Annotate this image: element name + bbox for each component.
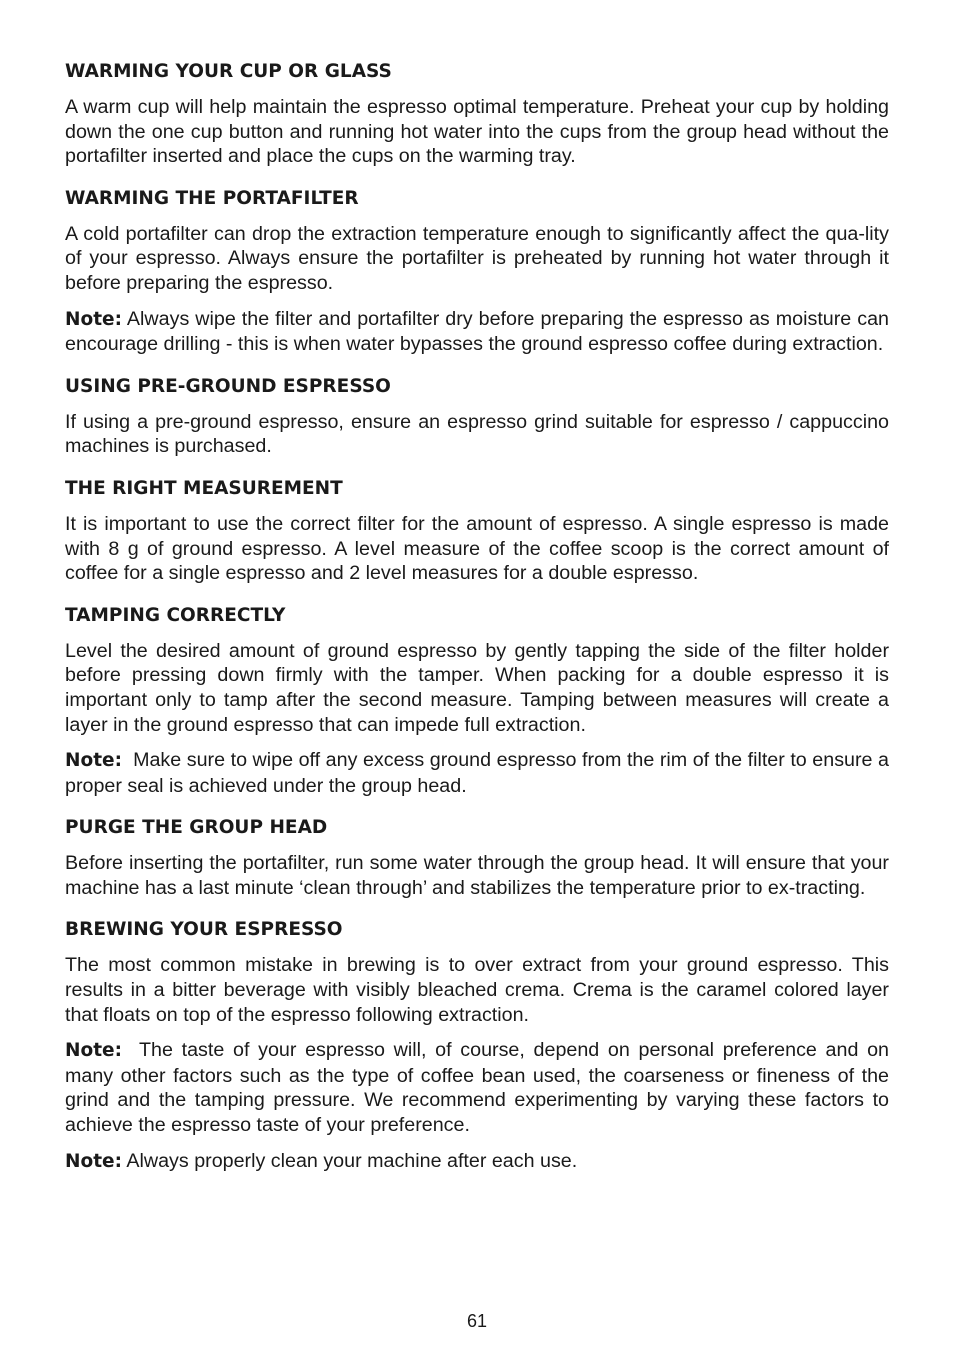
section-heading: WARMING THE PORTAFILTER xyxy=(65,187,359,209)
section-warming-cup xyxy=(65,60,889,169)
page-number: 61 xyxy=(466,1311,488,1331)
section-heading: TAMPING CORRECTLY xyxy=(65,604,286,626)
paragraph-text: A cold portafilter can drop the extraction temperature enough to significantly affect the qua-lity of your espresso. Always ensure the portafilter is preheated by running hot water through it before preparing the espresso. xyxy=(65,222,889,294)
section-warming-portafilter xyxy=(65,187,889,357)
paragraph-text: If using a pre-ground espresso, ensure an espresso grind suitable for espresso / cappuccino machines is purchased. xyxy=(65,410,889,458)
note-paragraph xyxy=(65,1149,889,1175)
note-paragraph xyxy=(65,307,889,357)
section-purge-group-head xyxy=(65,816,889,900)
section-pre-ground-espresso xyxy=(65,375,889,459)
section-paragraph xyxy=(65,953,889,1027)
section-heading: PURGE THE GROUP HEAD xyxy=(65,817,328,839)
section-tamping xyxy=(65,604,889,799)
note-paragraph xyxy=(65,748,889,798)
section-heading: WARMING YOUR CUP OR GLASS xyxy=(65,61,392,82)
note-label: Note: xyxy=(65,750,122,772)
note-text: Always properly clean your machine after each use. xyxy=(126,1149,578,1172)
note-paragraph xyxy=(65,1038,889,1137)
section-paragraph xyxy=(65,512,889,586)
paragraph-text: Before inserting the portafilter, run some water through the group head. It will ensure that your machine has a last minute ‘clean through’ and stabilizes the temperature prior to ex-tracting. xyxy=(65,852,889,899)
paragraph-text: The most common mistake in brewing is to over extract from your ground espresso. This results in a bitter beverage with visibly bleached crema. Crema is the caramel colored layer that floats on top of the espresso following extraction. xyxy=(65,954,889,1026)
section-paragraph xyxy=(65,222,889,296)
section-paragraph xyxy=(65,851,889,900)
section-heading: USING PRE-GROUND ESPRESSO xyxy=(65,375,391,397)
manual-page-content xyxy=(65,60,889,1185)
section-heading: BREWING YOUR ESPRESSO xyxy=(65,919,343,941)
paragraph-text: Level the desired amount of ground espresso by gently tapping the side of the filter holder before pressing down firmly with the tamper. When packing for a double espresso it is important only to tamp after the second measure. Tamping between measures will create a layer in the ground espresso that can impede full extraction. xyxy=(65,639,889,736)
section-brewing xyxy=(65,918,889,1174)
paragraph-text: A warm cup will help maintain the espresso optimal temperature. Preheat your cup by holding down the one cup button and running hot water into the cups from the group head without the portafilter inserted and place the cups on the warming tray. xyxy=(65,96,889,168)
section-paragraph xyxy=(65,95,889,169)
section-paragraph xyxy=(65,639,889,737)
note-text: Make sure to wipe off any excess ground espresso from the rim of the filter to ensure a proper seal is achieved under the group head. xyxy=(65,749,889,797)
note-label: Note: xyxy=(65,1040,122,1062)
section-heading: THE RIGHT MEASUREMENT xyxy=(65,477,343,499)
note-text: Always wipe the filter and portafilter dry before preparing the espresso as moisture can encourage drilling - this is when water bypasses the ground espresso coffee during extraction. xyxy=(65,307,889,356)
section-paragraph xyxy=(65,410,889,459)
section-right-measurement xyxy=(65,477,889,586)
note-label: Note: xyxy=(65,308,122,330)
paragraph-text: It is important to use the correct filter for the amount of espresso. A single espresso is made with 8 g of ground espresso. A level measure of the coffee scoop is the correct amount of coffee for a single espresso and 2 level measures for a double espresso. xyxy=(65,512,889,585)
note-label: Note: xyxy=(65,1150,122,1172)
note-text: The taste of your espresso will, of course, depend on personal preference and on many other factors such as the type of coffee bean used, the coarseness or fineness of the grind and the tamping pressure. We recommend experimenting by varying these factors to achieve the espresso taste of your preference. xyxy=(65,1039,889,1137)
